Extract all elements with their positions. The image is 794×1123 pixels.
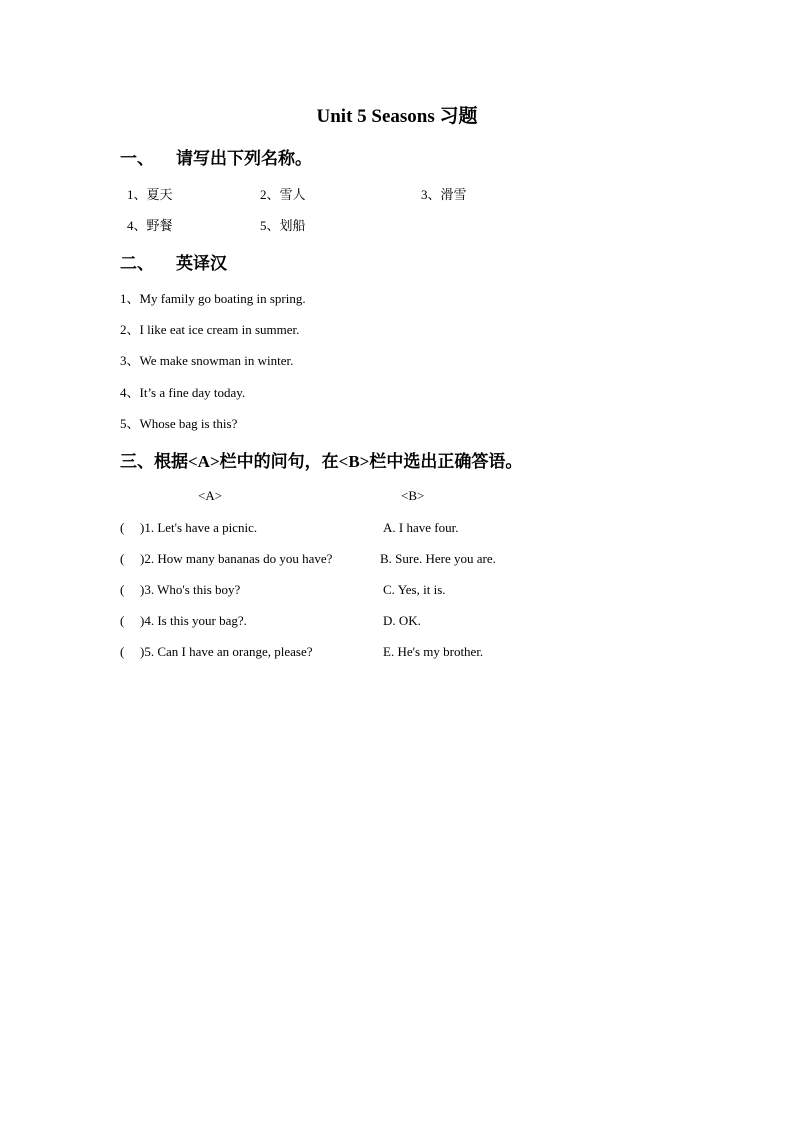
answer-blank: ( [120, 551, 125, 566]
section2-number: 二、 [120, 254, 154, 273]
answer-blank: ( [120, 613, 125, 628]
answer-option-a: A. I have four. [383, 520, 459, 535]
question-row-1 [120, 519, 257, 537]
section1-item-2: 2、雪人 [260, 187, 306, 202]
answer-blank: ( [120, 644, 125, 659]
page-title: Unit 5 Seasons 习题 [316, 106, 478, 127]
answer-blank: ( [120, 520, 125, 535]
answer-option-b: B. Sure. Here you are. [380, 551, 496, 566]
section2-item-2: 2、I like eat ice cream in summer. [120, 322, 300, 337]
question-text: )2. How many bananas do you have? [140, 551, 333, 566]
section1-number: 一、 [120, 149, 154, 168]
column-b-header: <B> [401, 488, 425, 503]
section2-item-1: 1、My family go boating in spring. [120, 291, 306, 306]
question-text: )1. Let's have a picnic. [140, 520, 258, 535]
section3-heading: 三、根据<A>栏中的问句，在<B>栏中选出正确答语。 [120, 452, 523, 471]
section1-item-1: 1、夏天 [127, 187, 173, 202]
section1-heading [120, 147, 312, 171]
section2-heading [120, 252, 227, 276]
section1-item-3: 3、滑雪 [421, 187, 467, 202]
question-row-5 [120, 643, 313, 661]
question-row-2 [120, 550, 332, 568]
section1-item-5: 5、划船 [260, 218, 306, 233]
section2-item-3: 3、We make snowman in winter. [120, 353, 294, 368]
answer-option-e: E. He's my brother. [383, 644, 484, 659]
question-text: )5. Can I have an orange, please? [140, 644, 313, 659]
question-text: )4. Is this your bag?. [140, 613, 247, 628]
answer-option-c: C. Yes, it is. [383, 582, 446, 597]
section2-item-4: 4、It’s a fine day today. [120, 385, 246, 400]
section2-item-5: 5、Whose bag is this? [120, 416, 238, 431]
section1-title: 请写出下列名称。 [176, 149, 312, 168]
section1-item-4: 4、野餐 [127, 218, 173, 233]
section2-title: 英译汉 [176, 254, 227, 273]
question-text: )3. Who's this boy? [140, 582, 241, 597]
answer-option-d: D. OK. [383, 613, 421, 628]
answer-blank: ( [120, 582, 125, 597]
question-row-3 [120, 581, 240, 599]
column-a-header: <A> [198, 488, 223, 503]
question-row-4 [120, 612, 247, 630]
